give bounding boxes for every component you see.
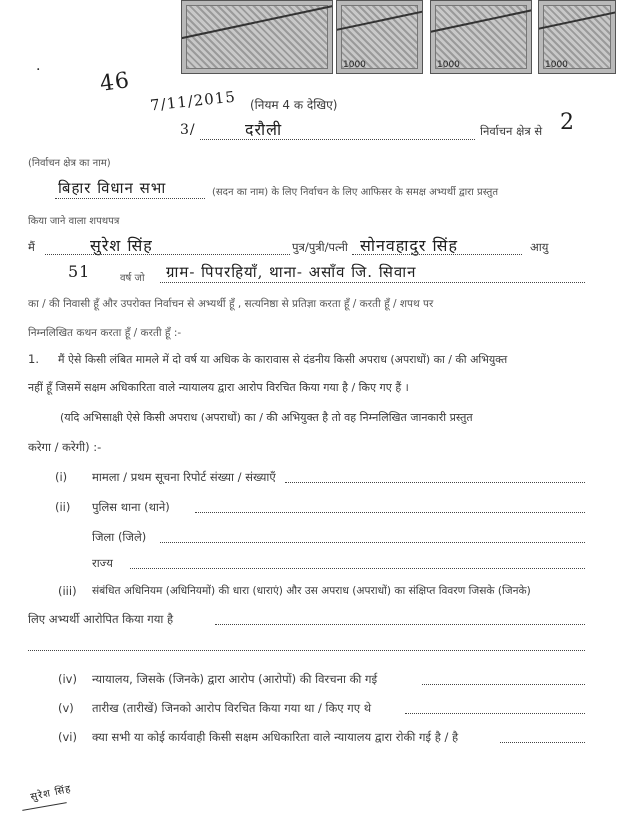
constituency-name: दरौली xyxy=(245,120,283,139)
constituency-number: 2 xyxy=(560,110,575,135)
years-label: वर्ष जो xyxy=(120,273,145,284)
item-iv-label: न्यायालय, जिसके (जिनके) द्वारा आरोप (आरोपों) की विरचना की गई xyxy=(92,672,378,686)
court-fee-stamp-4 xyxy=(538,0,616,74)
constituency-label: निर्वाचन क्षेत्र से xyxy=(480,124,543,138)
para1-number: 1. xyxy=(28,352,39,366)
item-i-label: मामला / प्रथम सूचना रिपोर्ट संख्या / संख्याएँ xyxy=(92,470,276,484)
item-iii-number: (iii) xyxy=(58,584,77,598)
father-name: सोनवहादुर सिंह xyxy=(360,236,458,255)
stamp-label: 1000 xyxy=(343,60,366,70)
handwritten-serial-number: 46 xyxy=(98,68,132,97)
item-iv-number: (iv) xyxy=(58,672,77,686)
item-v-label: तारीख (तारीखें) जिनको आरोप विरचित किया गया था / किए गए थे xyxy=(92,701,372,715)
item-iii-line-b: लिए अभ्यर्थी आरोपित किया गया है xyxy=(28,612,174,626)
constituency-prefix: 3/ xyxy=(180,122,196,138)
court-fee-stamp-1 xyxy=(181,0,333,74)
court-fee-stamp-3 xyxy=(430,0,532,74)
relation-label: पुत्र/पुत्री/पत्नी xyxy=(292,240,348,254)
deponent-name: सुरेश सिंह xyxy=(90,236,153,255)
stamp-label: 1000 xyxy=(545,60,568,70)
rule-reference: (नियम 4 क देखिए) xyxy=(250,98,338,112)
affidavit-line: किया जाने वाला शपथपत्र xyxy=(28,216,120,227)
item-ii-label: पुलिस थाना (थाने) xyxy=(92,500,170,514)
item-v-number: (v) xyxy=(58,701,74,715)
deponent-address: ग्राम- पिपरहियाँ, थाना- असाँव जि. सिवान xyxy=(166,263,417,281)
stamp-label: 1000 xyxy=(437,60,460,70)
para2-line-a: (यदि अभिसाक्षी ऐसे किसी अपराध (अपराधों) का / की अभियुक्त है तो वह निम्नलिखित जानकारी प्रस्तुत xyxy=(60,411,473,424)
handwritten-date: 7/11/2015 xyxy=(149,87,237,115)
district-label: जिला (जिले) xyxy=(92,530,147,544)
state-label: राज्य xyxy=(92,556,113,570)
house-suffix: (सदन का नाम) के लिए निर्वाचन के लिए आफिसर के समक्ष अभ्यर्थी द्वारा प्रस्तुत xyxy=(212,187,499,198)
deponent-signature: सुरेश सिंह xyxy=(29,783,73,804)
deponent-age: 51 xyxy=(68,262,91,281)
statement-line: निम्नलिखित कथन करता हूँ / करती हूँ :- xyxy=(28,327,182,339)
court-fee-stamp-2 xyxy=(336,0,423,74)
para1-line-a: मैं ऐसे किसी लंबित मामले में दो वर्ष या अधिक के कारावास से दंडनीय किसी अपराध (अपराधों) का / की अभियुक्त xyxy=(58,353,508,366)
item-i-number: (i) xyxy=(55,470,68,484)
para1-line-b: नहीं हूँ जिसमें सक्षम अधिकारिता वाले न्यायालय द्वारा आरोप विरचित किया गया है / किए गए हैं । xyxy=(28,381,409,394)
resident-line: का / की निवासी हूँ और उपरोक्त निर्वाचन से अभ्यर्थी हूँ , सत्यनिष्ठा से प्रतिज्ञा करता हूँ / करती हूँ / शपथ पर xyxy=(28,298,434,310)
para2-line-b: करेगा / करेगी) :- xyxy=(28,440,102,454)
house-name: बिहार विधान सभा xyxy=(58,179,167,197)
handwritten-mark: . xyxy=(36,58,42,74)
i-label: मैं xyxy=(28,240,35,254)
item-vi-number: (vi) xyxy=(58,730,77,744)
item-ii-number: (ii) xyxy=(55,500,71,514)
age-label: आयु xyxy=(530,240,549,254)
signature-stroke xyxy=(22,802,66,811)
item-vi-label: क्या सभी या कोई कार्यवाही किसी सक्षम अधिकारिता वाले न्यायालय द्वारा रोकी गई है / है xyxy=(92,730,459,744)
item-iii-line-a: संबंधित अधिनियम (अधिनियमों) की धारा (धाराएं) और उस अपराध (अपराधों) का संक्षिप्त विवरण जिसके (जिनके) xyxy=(92,585,531,597)
constituency-hint: (निर्वाचन क्षेत्र का नाम) xyxy=(28,158,111,169)
